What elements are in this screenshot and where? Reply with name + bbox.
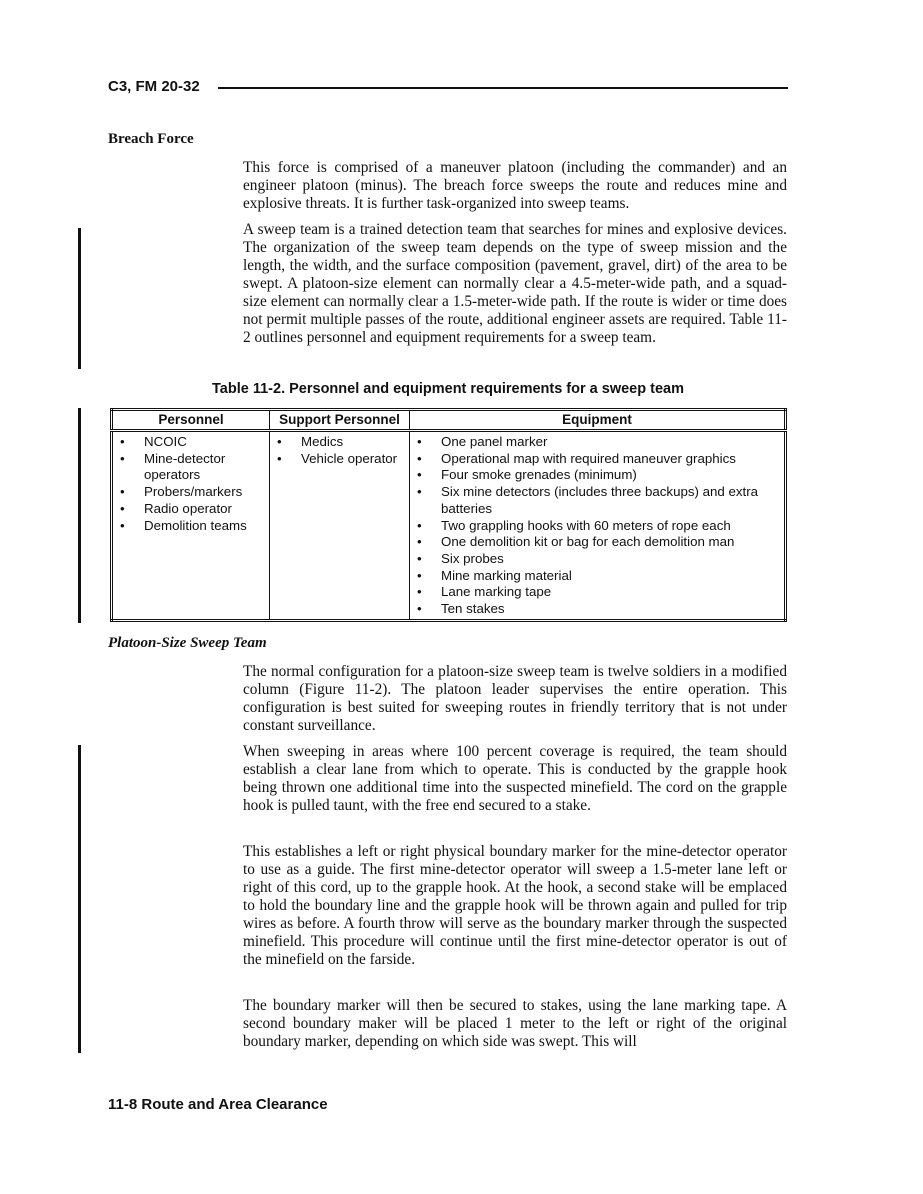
requirements-table bbox=[110, 408, 787, 622]
equipment-cell bbox=[410, 431, 786, 621]
list-item: • Probers/markers bbox=[113, 484, 269, 501]
change-bar bbox=[78, 228, 81, 369]
list-item: • Six mine detectors (includes three backups) and extra batteries bbox=[410, 484, 784, 517]
column-header: Personnel bbox=[112, 410, 270, 431]
list-item: • Six probes bbox=[410, 551, 784, 568]
column-header: Equipment bbox=[410, 410, 786, 431]
paragraph: A sweep team is a trained detection team that searches for mines and explosive devices. The organization of the sweep team depends on the type of sweep mission and the length, the width, and the surface composition (pavement, gravel, dirt) of the area to be swept. A platoon-size element can normally clear a 4.5-meter-wide path, and a squad-size element can normally clear a 1.5-meter-wide path. If the route is wider or time does not permit multiple passes of the route, additional engineer assets are required. Table 11-2 outlines personnel and equipment requirements for a sweep team. bbox=[243, 221, 787, 346]
change-bar bbox=[78, 408, 81, 623]
paragraph: This establishes a left or right physical boundary marker for the mine-detector operator to use as a guide. The first mine-detector operator will sweep a 1.5-meter lane left or right of this cord, up to the grapple hook. At the hook, a second stake will be emplaced to hold the boundary line and the grapple hook will be thrown again and pulled for trip wires as before. A fourth throw will serve as the boundary marker through the suspected minefield. This procedure will continue until the first mine-detector operator is out of the minefield on the farside. bbox=[243, 843, 787, 968]
paragraph: The normal configuration for a platoon-size sweep team is twelve soldiers in a modified column (Figure 11-2). The platoon leader supervises the entire operation. This configuration is best suited for sweeping routes in friendly territory that is not under constant surveillance. bbox=[243, 663, 787, 734]
bullet-list bbox=[270, 434, 409, 467]
bullet-list bbox=[113, 434, 269, 534]
list-item: • Mine marking material bbox=[410, 568, 784, 585]
page-footer: 11-8 Route and Area Clearance bbox=[108, 1096, 328, 1113]
column-header: Support Personnel bbox=[270, 410, 410, 431]
paragraph: This force is comprised of a maneuver platoon (including the commander) and an engineer platoon (minus). The breach force sweeps the route and reduces mine and explosive threats. It is further task-organized into sweep teams. bbox=[243, 159, 787, 212]
list-item: • Operational map with required maneuver graphics bbox=[410, 451, 784, 468]
list-item: • Ten stakes bbox=[410, 601, 784, 618]
list-item: • Four smoke grenades (minimum) bbox=[410, 467, 784, 484]
running-header: C3, FM 20-32 bbox=[108, 78, 200, 95]
bullet-list bbox=[410, 434, 784, 618]
section-heading: Platoon-Size Sweep Team bbox=[108, 635, 267, 651]
list-item: • Radio operator bbox=[113, 501, 269, 518]
list-item: • Demolition teams bbox=[113, 518, 269, 535]
list-item: • Vehicle operator bbox=[270, 451, 409, 468]
list-item: • NCOIC bbox=[113, 434, 269, 451]
list-item: • Lane marking tape bbox=[410, 584, 784, 601]
paragraph: The boundary marker will then be secured to stakes, using the lane marking tape. A second boundary maker will be placed 1 meter to the left or right of the original boundary marker, depending on which side was swept. This will bbox=[243, 997, 787, 1050]
list-item: • Medics bbox=[270, 434, 409, 451]
list-item: • One demolition kit or bag for each demolition man bbox=[410, 534, 784, 551]
section-heading: Breach Force bbox=[108, 131, 194, 147]
support-cell bbox=[270, 431, 410, 621]
header-rule bbox=[218, 87, 788, 89]
personnel-cell bbox=[112, 431, 270, 621]
paragraph: When sweeping in areas where 100 percent coverage is required, the team should establish a clear lane from which to operate. This is conducted by the grapple hook being thrown one additional time into the suspected minefield. The cord on the grapple hook is pulled taunt, with the free end secured to a stake. bbox=[243, 743, 787, 814]
list-item: • Two grappling hooks with 60 meters of rope each bbox=[410, 518, 784, 535]
list-item: • One panel marker bbox=[410, 434, 784, 451]
list-item: • Mine-detector operators bbox=[113, 451, 269, 484]
change-bar bbox=[78, 745, 81, 1053]
table-title: Table 11-2. Personnel and equipment requirements for a sweep team bbox=[212, 381, 684, 397]
